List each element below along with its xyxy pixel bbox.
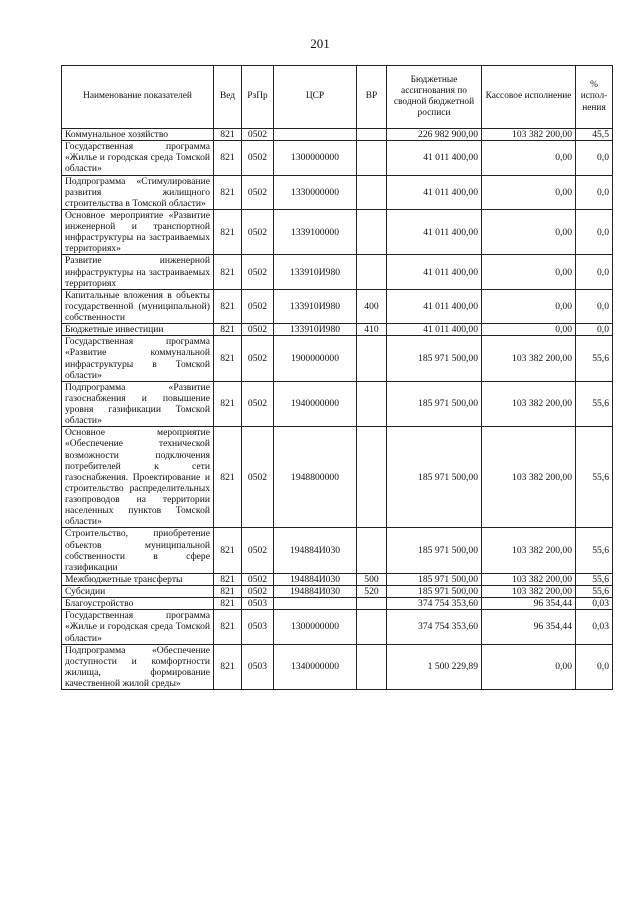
cell-csr: 194884И030	[274, 528, 357, 574]
header-pct: % испол-нения	[576, 66, 613, 129]
cell-exec: 0,00	[482, 255, 576, 289]
cell-ved: 821	[214, 129, 242, 141]
cell-exec: 96 354,44	[482, 610, 576, 644]
cell-rzpr: 0503	[242, 644, 274, 690]
table-row	[62, 573, 613, 585]
cell-exec: 0,00	[482, 324, 576, 336]
cell-exec: 0,00	[482, 175, 576, 209]
cell-amount: 185 971 500,00	[387, 427, 482, 528]
cell-amount: 374 754 353,60	[387, 598, 482, 610]
cell-name: Капитальные вложения в объекты государственной (муниципальной) собственности	[62, 289, 214, 323]
cell-ved: 821	[214, 141, 242, 175]
cell-pct: 0,0	[576, 175, 613, 209]
cell-amount: 185 971 500,00	[387, 573, 482, 585]
cell-vr	[357, 175, 387, 209]
cell-exec: 103 382 200,00	[482, 528, 576, 574]
cell-vr	[357, 129, 387, 141]
cell-pct: 0,0	[576, 289, 613, 323]
cell-rzpr: 0502	[242, 175, 274, 209]
cell-csr: 194884И030	[274, 586, 357, 598]
cell-vr: 500	[357, 573, 387, 585]
cell-rzpr: 0502	[242, 336, 274, 382]
cell-pct: 0,03	[576, 610, 613, 644]
cell-csr: 133910И980	[274, 289, 357, 323]
cell-exec: 0,00	[482, 289, 576, 323]
cell-vr	[357, 644, 387, 690]
table-row	[62, 175, 613, 209]
cell-rzpr: 0502	[242, 289, 274, 323]
cell-vr: 410	[357, 324, 387, 336]
cell-vr	[357, 598, 387, 610]
cell-amount: 185 971 500,00	[387, 381, 482, 427]
cell-ved: 821	[214, 610, 242, 644]
table-row	[62, 289, 613, 323]
table-row	[62, 324, 613, 336]
cell-ved: 821	[214, 598, 242, 610]
cell-exec: 103 382 200,00	[482, 586, 576, 598]
table-header-row	[62, 66, 613, 129]
cell-csr: 133910И980	[274, 324, 357, 336]
cell-amount: 41 011 400,00	[387, 209, 482, 255]
cell-pct: 55,6	[576, 528, 613, 574]
cell-rzpr: 0502	[242, 586, 274, 598]
cell-csr: 1300000000	[274, 141, 357, 175]
cell-vr	[357, 381, 387, 427]
cell-amount: 41 011 400,00	[387, 175, 482, 209]
cell-csr	[274, 598, 357, 610]
cell-name: Бюджетные инвестиции	[62, 324, 214, 336]
cell-name: Государственная программа «Жилье и городская среда Томской области»	[62, 141, 214, 175]
table-row	[62, 610, 613, 644]
cell-ved: 821	[214, 528, 242, 574]
cell-name: Межбюджетные трансферты	[62, 573, 214, 585]
cell-ved: 821	[214, 289, 242, 323]
cell-name: Подпрограмма «Стимулирование развития жилищного строительства в Томской области»	[62, 175, 214, 209]
table-row	[62, 427, 613, 528]
cell-ved: 821	[214, 255, 242, 289]
header-exec: Кассовое исполнение	[482, 66, 576, 129]
cell-exec: 103 382 200,00	[482, 336, 576, 382]
cell-vr	[357, 209, 387, 255]
cell-vr	[357, 427, 387, 528]
cell-exec: 0,00	[482, 209, 576, 255]
page-number: 201	[310, 36, 330, 51]
cell-csr: 194884И030	[274, 573, 357, 585]
cell-pct: 0,0	[576, 209, 613, 255]
table-row	[62, 336, 613, 382]
cell-amount: 1 500 229,89	[387, 644, 482, 690]
cell-exec: 96 354,44	[482, 598, 576, 610]
header-rzpr: РзПр	[242, 66, 274, 129]
cell-pct: 55,6	[576, 381, 613, 427]
cell-vr	[357, 141, 387, 175]
cell-pct: 0,0	[576, 644, 613, 690]
cell-name: Развитие инженерной инфраструктуры на застраиваемых территориях	[62, 255, 214, 289]
cell-ved: 821	[214, 573, 242, 585]
cell-pct: 55,6	[576, 586, 613, 598]
cell-rzpr: 0503	[242, 598, 274, 610]
cell-name: Строительство, приобретение объектов муниципальной собственности в сфере газификации	[62, 528, 214, 574]
cell-vr	[357, 336, 387, 382]
table-row	[62, 129, 613, 141]
cell-exec: 103 382 200,00	[482, 381, 576, 427]
cell-rzpr: 0503	[242, 610, 274, 644]
cell-amount: 41 011 400,00	[387, 289, 482, 323]
table-row	[62, 255, 613, 289]
cell-pct: 55,6	[576, 336, 613, 382]
cell-csr: 1340000000	[274, 644, 357, 690]
cell-pct: 45,5	[576, 129, 613, 141]
cell-rzpr: 0502	[242, 141, 274, 175]
cell-pct: 0,0	[576, 141, 613, 175]
cell-pct: 55,6	[576, 573, 613, 585]
cell-name: Подпрограмма «Обеспечение доступности и комфортности жилища, формирование качественной жилой среды»	[62, 644, 214, 690]
cell-exec: 0,00	[482, 644, 576, 690]
cell-amount: 226 982 900,00	[387, 129, 482, 141]
cell-rzpr: 0502	[242, 129, 274, 141]
header-vr: ВР	[357, 66, 387, 129]
cell-vr: 400	[357, 289, 387, 323]
cell-name: Субсидии	[62, 586, 214, 598]
header-name: Наименование показателей	[62, 66, 214, 129]
cell-vr: 520	[357, 586, 387, 598]
cell-name: Государственная программа «Жилье и городская среда Томской области»	[62, 610, 214, 644]
cell-csr	[274, 129, 357, 141]
cell-exec: 103 382 200,00	[482, 129, 576, 141]
cell-name: Основное мероприятие «Обеспечение технической возможности подключения потребителей к сети газоснабжения. Проектирование и строительство распределительных газопроводов на территории населенных пунктов Томской области»	[62, 427, 214, 528]
cell-csr: 1948800000	[274, 427, 357, 528]
cell-rzpr: 0502	[242, 573, 274, 585]
table-row	[62, 598, 613, 610]
cell-amount: 374 754 353,60	[387, 610, 482, 644]
cell-name: Государственная программа «Развитие коммунальной инфраструктуры в Томской области»	[62, 336, 214, 382]
cell-exec: 103 382 200,00	[482, 573, 576, 585]
cell-rzpr: 0502	[242, 209, 274, 255]
table-row	[62, 209, 613, 255]
cell-exec: 0,00	[482, 141, 576, 175]
cell-ved: 821	[214, 586, 242, 598]
cell-name: Благоустройство	[62, 598, 214, 610]
cell-name: Подпрограмма «Развитие газоснабжения и повышение уровня газификации Томской области»	[62, 381, 214, 427]
cell-vr	[357, 528, 387, 574]
cell-pct: 0,0	[576, 324, 613, 336]
cell-csr: 1330000000	[274, 175, 357, 209]
cell-pct: 0,03	[576, 598, 613, 610]
cell-name: Коммунальное хозяйство	[62, 129, 214, 141]
table-row	[62, 381, 613, 427]
cell-rzpr: 0502	[242, 528, 274, 574]
table-row	[62, 644, 613, 690]
cell-csr: 133910И980	[274, 255, 357, 289]
cell-csr: 1940000000	[274, 381, 357, 427]
budget-table	[61, 65, 613, 690]
cell-ved: 821	[214, 644, 242, 690]
table-row	[62, 586, 613, 598]
cell-amount: 41 011 400,00	[387, 324, 482, 336]
cell-exec: 103 382 200,00	[482, 427, 576, 528]
cell-amount: 185 971 500,00	[387, 586, 482, 598]
cell-ved: 821	[214, 336, 242, 382]
cell-ved: 821	[214, 175, 242, 209]
cell-amount: 41 011 400,00	[387, 141, 482, 175]
cell-amount: 185 971 500,00	[387, 528, 482, 574]
cell-ved: 821	[214, 209, 242, 255]
cell-vr	[357, 255, 387, 289]
cell-rzpr: 0502	[242, 255, 274, 289]
cell-ved: 821	[214, 324, 242, 336]
cell-name: Основное мероприятие «Развитие инженерной и транспортной инфраструктуры на застраиваемых территориях»	[62, 209, 214, 255]
cell-ved: 821	[214, 427, 242, 528]
cell-csr: 1300000000	[274, 610, 357, 644]
cell-rzpr: 0502	[242, 324, 274, 336]
cell-vr	[357, 610, 387, 644]
cell-rzpr: 0502	[242, 427, 274, 528]
cell-rzpr: 0502	[242, 381, 274, 427]
cell-csr: 1900000000	[274, 336, 357, 382]
header-amount: Бюджетные ассигнования по сводной бюджетной росписи	[387, 66, 482, 129]
header-ved: Вед	[214, 66, 242, 129]
cell-ved: 821	[214, 381, 242, 427]
cell-pct: 55,6	[576, 427, 613, 528]
cell-amount: 41 011 400,00	[387, 255, 482, 289]
header-csr: ЦСР	[274, 66, 357, 129]
cell-amount: 185 971 500,00	[387, 336, 482, 382]
table-row	[62, 141, 613, 175]
cell-csr: 1339100000	[274, 209, 357, 255]
table-row	[62, 528, 613, 574]
cell-pct: 0,0	[576, 255, 613, 289]
